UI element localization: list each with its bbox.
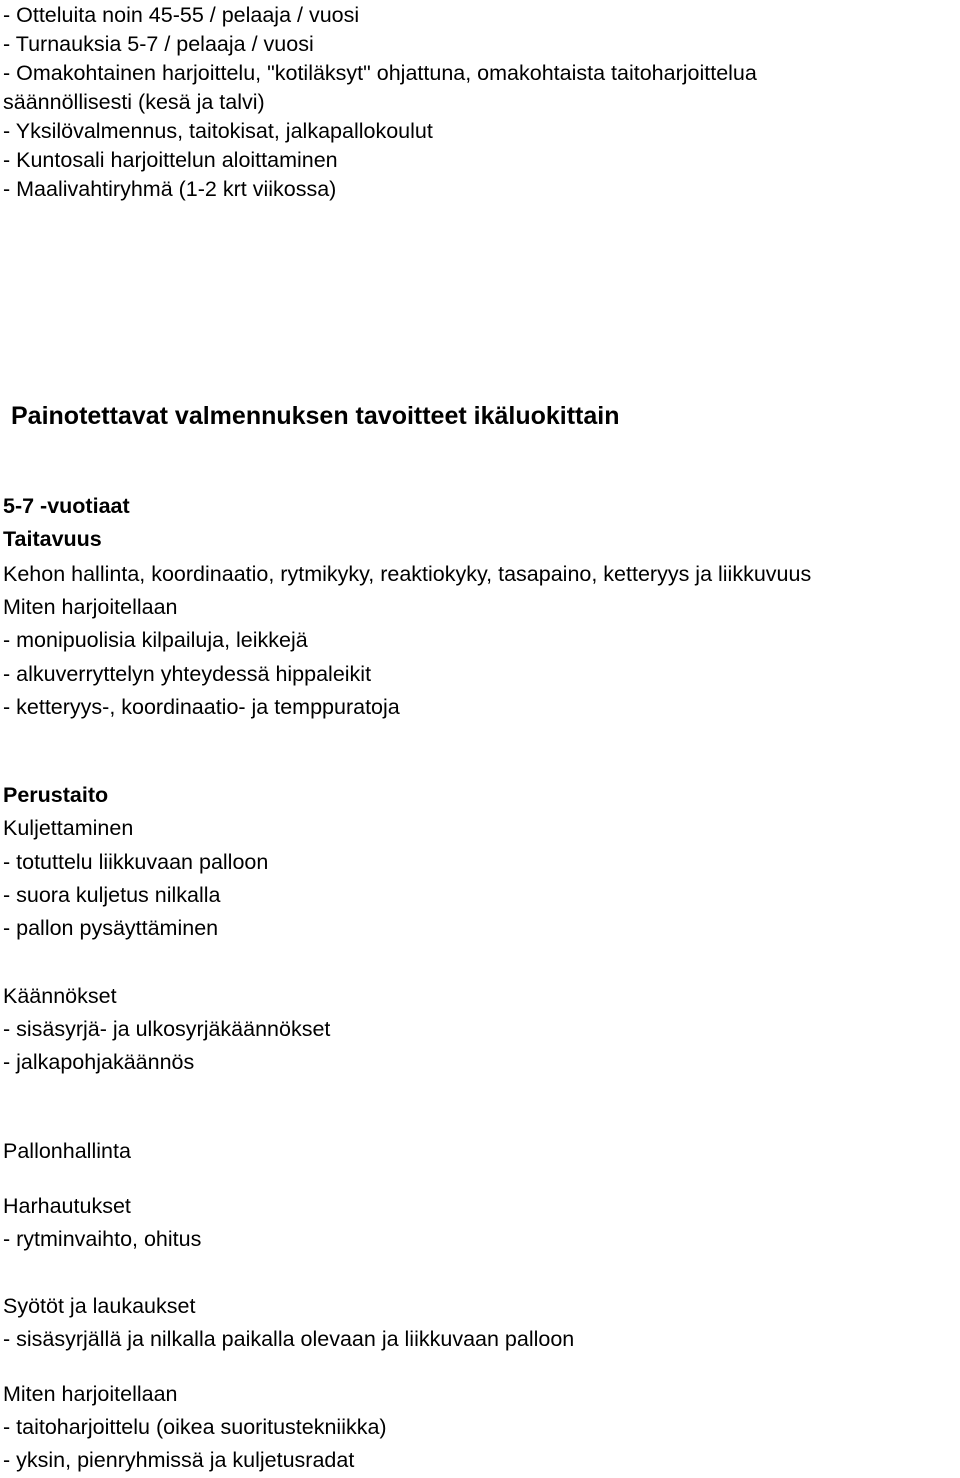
intro-list-item: - Omakohtainen harjoittelu, "kotiläksyt" ohjattuna, omakohtaista taitoharjoittelua [3,61,757,85]
intro-list-item: säännöllisesti (kesä ja talvi) [3,90,265,114]
kaannokset-label: Käännökset [3,984,117,1008]
taitavuus-how-item: - alkuverryttelyn yhteydessä hippaleikit [3,662,372,686]
kuljettaminen-item: - suora kuljetus nilkalla [3,883,221,907]
taitavuus-how-item: - monipuolisia kilpailuja, leikkejä [3,628,308,652]
age-group-heading: 5-7 -vuotiaat [3,494,130,518]
pallonhallinta-label: Pallonhallinta [3,1139,131,1163]
kuljettaminen-label: Kuljettaminen [3,816,134,840]
kaannokset-item: - jalkapohjakäännös [3,1050,195,1074]
intro-list-item: - Turnauksia 5-7 / pelaaja / vuosi [3,32,314,56]
taitavuus-description: Kehon hallinta, koordinaatio, rytmikyky, reaktiokyky, tasapaino, ketteryys ja liikkuvuus [3,562,812,586]
perustaito-how-label: Miten harjoitellaan [3,1382,178,1406]
taitavuus-how-item: - ketteryys-, koordinaatio- ja temppuratoja [3,695,400,719]
taitavuus-how-label: Miten harjoitellaan [3,595,178,619]
kaannokset-item: - sisäsyrjä- ja ulkosyrjäkäännökset [3,1017,331,1041]
intro-list-item: - Maalivahtiryhmä (1-2 krt viikossa) [3,177,337,201]
harhautukset-item: - rytminvaihto, ohitus [3,1227,202,1251]
kuljettaminen-item: - totuttelu liikkuvaan palloon [3,850,269,874]
harhautukset-label: Harhautukset [3,1194,131,1218]
section-title: Painotettavat valmennuksen tavoitteet ikäluokittain [11,402,620,430]
syotot-item: - sisäsyrjällä ja nilkalla paikalla olevaan ja liikkuvaan palloon [3,1327,575,1351]
taitavuus-heading: Taitavuus [3,527,102,551]
perustaito-heading: Perustaito [3,783,109,807]
syotot-label: Syötöt ja laukaukset [3,1294,196,1318]
perustaito-how-item: - yksin, pienryhmissä ja kuljetusradat [3,1448,355,1472]
intro-list-item: - Yksilövalmennus, taitokisat, jalkapallokoulut [3,119,433,143]
kuljettaminen-item: - pallon pysäyttäminen [3,916,219,940]
intro-list-item: - Kuntosali harjoittelun aloittaminen [3,148,338,172]
perustaito-how-item: - taitoharjoittelu (oikea suoritustekniikka) [3,1415,387,1439]
intro-list-item: - Otteluita noin 45-55 / pelaaja / vuosi [3,3,360,27]
